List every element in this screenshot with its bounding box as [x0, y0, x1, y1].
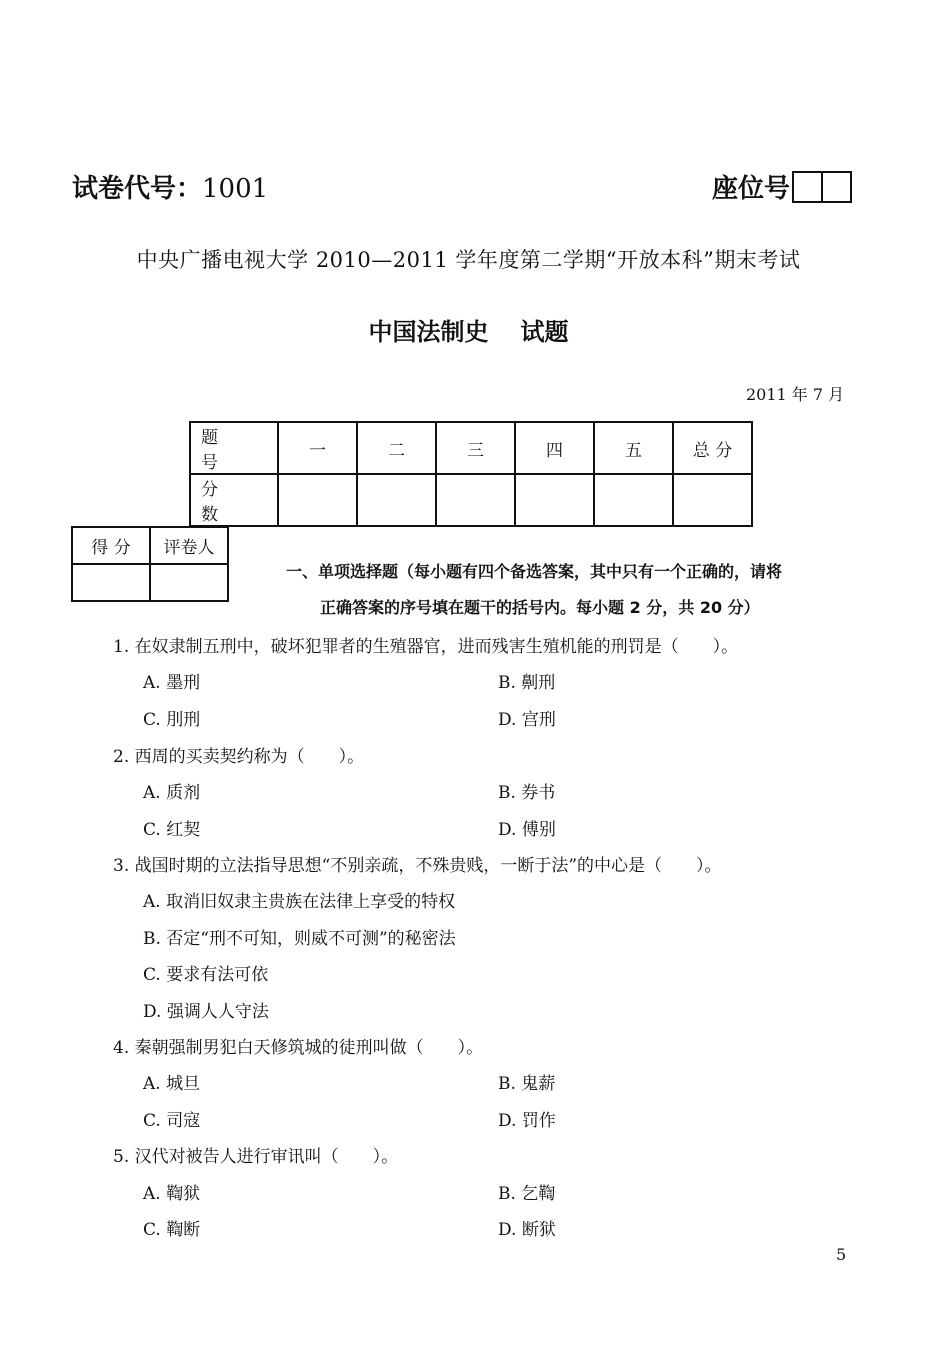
seat-number — [712, 168, 852, 205]
question-option: B. 鬼薪 — [498, 1074, 556, 1094]
score-table-cell: 三 — [436, 422, 515, 474]
question-option: C. 鞫断 — [143, 1220, 201, 1240]
score-table-cell: 题 号 — [190, 422, 278, 474]
question-stem: 2. 西周的买卖契约称为（ ）。 — [113, 747, 365, 767]
grader-table-header: 评卷人 — [150, 527, 228, 564]
score-table-cell: 二 — [357, 422, 436, 474]
paper-code — [72, 168, 268, 205]
question-stem: 3. 战国时期的立法指导思想“不别亲疏，不殊贵贱，一断于法”的中心是（ ）。 — [113, 856, 722, 876]
question-option: C. 司寇 — [143, 1111, 201, 1131]
course-title-suffix: 试题 — [520, 318, 569, 346]
question-option: A. 城旦 — [143, 1074, 201, 1094]
question-option: C. 刖刑 — [143, 710, 201, 730]
score-table-score-row — [190, 474, 752, 526]
section-heading-line1: 一、单项选择题（每小题有四个备选答案，其中只有一个正确的，请将 — [286, 562, 783, 581]
question-option: D. 断狱 — [498, 1220, 556, 1240]
score-blank-cell[interactable] — [515, 474, 594, 526]
course-name: 中国法制史 — [368, 318, 489, 346]
section-heading-line2: 正确答案的序号填在题干的括号内。每小题 2 分，共 20 分） — [320, 598, 760, 617]
page-number: 5 — [836, 1245, 847, 1264]
question-option: C. 要求有法可依 — [143, 965, 269, 985]
question-option: D. 宫刑 — [498, 710, 556, 730]
question-option: D. 傅别 — [498, 820, 556, 840]
question-option: D. 罚作 — [498, 1111, 556, 1131]
score-blank-cell[interactable] — [278, 474, 357, 526]
question-stem: 5. 汉代对被告人进行审讯叫（ ）。 — [113, 1147, 399, 1167]
question-option: B. 券书 — [498, 783, 556, 803]
score-blank-cell[interactable] — [594, 474, 673, 526]
paper-code-label: 试卷代号： — [72, 174, 203, 204]
paper-code-value: 1001 — [202, 174, 269, 204]
seat-box — [792, 171, 823, 203]
question-option: C. 红契 — [143, 820, 201, 840]
score-blank-cell[interactable] — [673, 474, 752, 526]
score-table-cell: 一 — [278, 422, 357, 474]
grader-table-header: 得 分 — [72, 527, 150, 564]
question-option: B. 劓刑 — [498, 673, 556, 693]
question-option: A. 墨刑 — [143, 673, 201, 693]
grader-blank-cell[interactable] — [150, 564, 228, 601]
score-table-header-row — [190, 422, 752, 474]
score-table — [189, 421, 753, 527]
seat-boxes — [792, 171, 852, 203]
grader-blank-cell[interactable] — [72, 564, 150, 601]
score-blank-cell[interactable] — [357, 474, 436, 526]
question-option: A. 鞫狱 — [143, 1184, 201, 1204]
score-table-cell: 五 — [594, 422, 673, 474]
grader-table — [71, 526, 229, 602]
section-heading — [286, 554, 876, 626]
score-blank-cell[interactable] — [436, 474, 515, 526]
course-title — [0, 312, 937, 347]
score-table-cell: 总 分 — [673, 422, 752, 474]
question-option: A. 质剂 — [143, 783, 201, 803]
exam-date: 2011 年 7 月 — [746, 385, 845, 404]
question-stem: 1. 在奴隶制五刑中，破坏犯罪者的生殖器官，进而残害生殖机能的刑罚是（ ）。 — [113, 637, 739, 657]
question-option: A. 取消旧奴隶主贵族在法律上享受的特权 — [143, 892, 456, 912]
seat-box — [823, 171, 852, 203]
seat-label: 座位号 — [712, 174, 791, 204]
score-table-cell: 四 — [515, 422, 594, 474]
question-stem: 4. 秦朝强制男犯白天修筑城的徒刑叫做（ ）。 — [113, 1038, 484, 1058]
exam-header: 中央广播电视大学 2010—2011 学年度第二学期“开放本科”期末考试 — [136, 248, 801, 272]
question-option: D. 强调人人守法 — [143, 1002, 269, 1022]
question-option: B. 乞鞫 — [498, 1184, 556, 1204]
score-table-cell: 分 数 — [190, 474, 278, 526]
question-option: B. 否定“刑不可知，则威不可测”的秘密法 — [143, 929, 456, 949]
